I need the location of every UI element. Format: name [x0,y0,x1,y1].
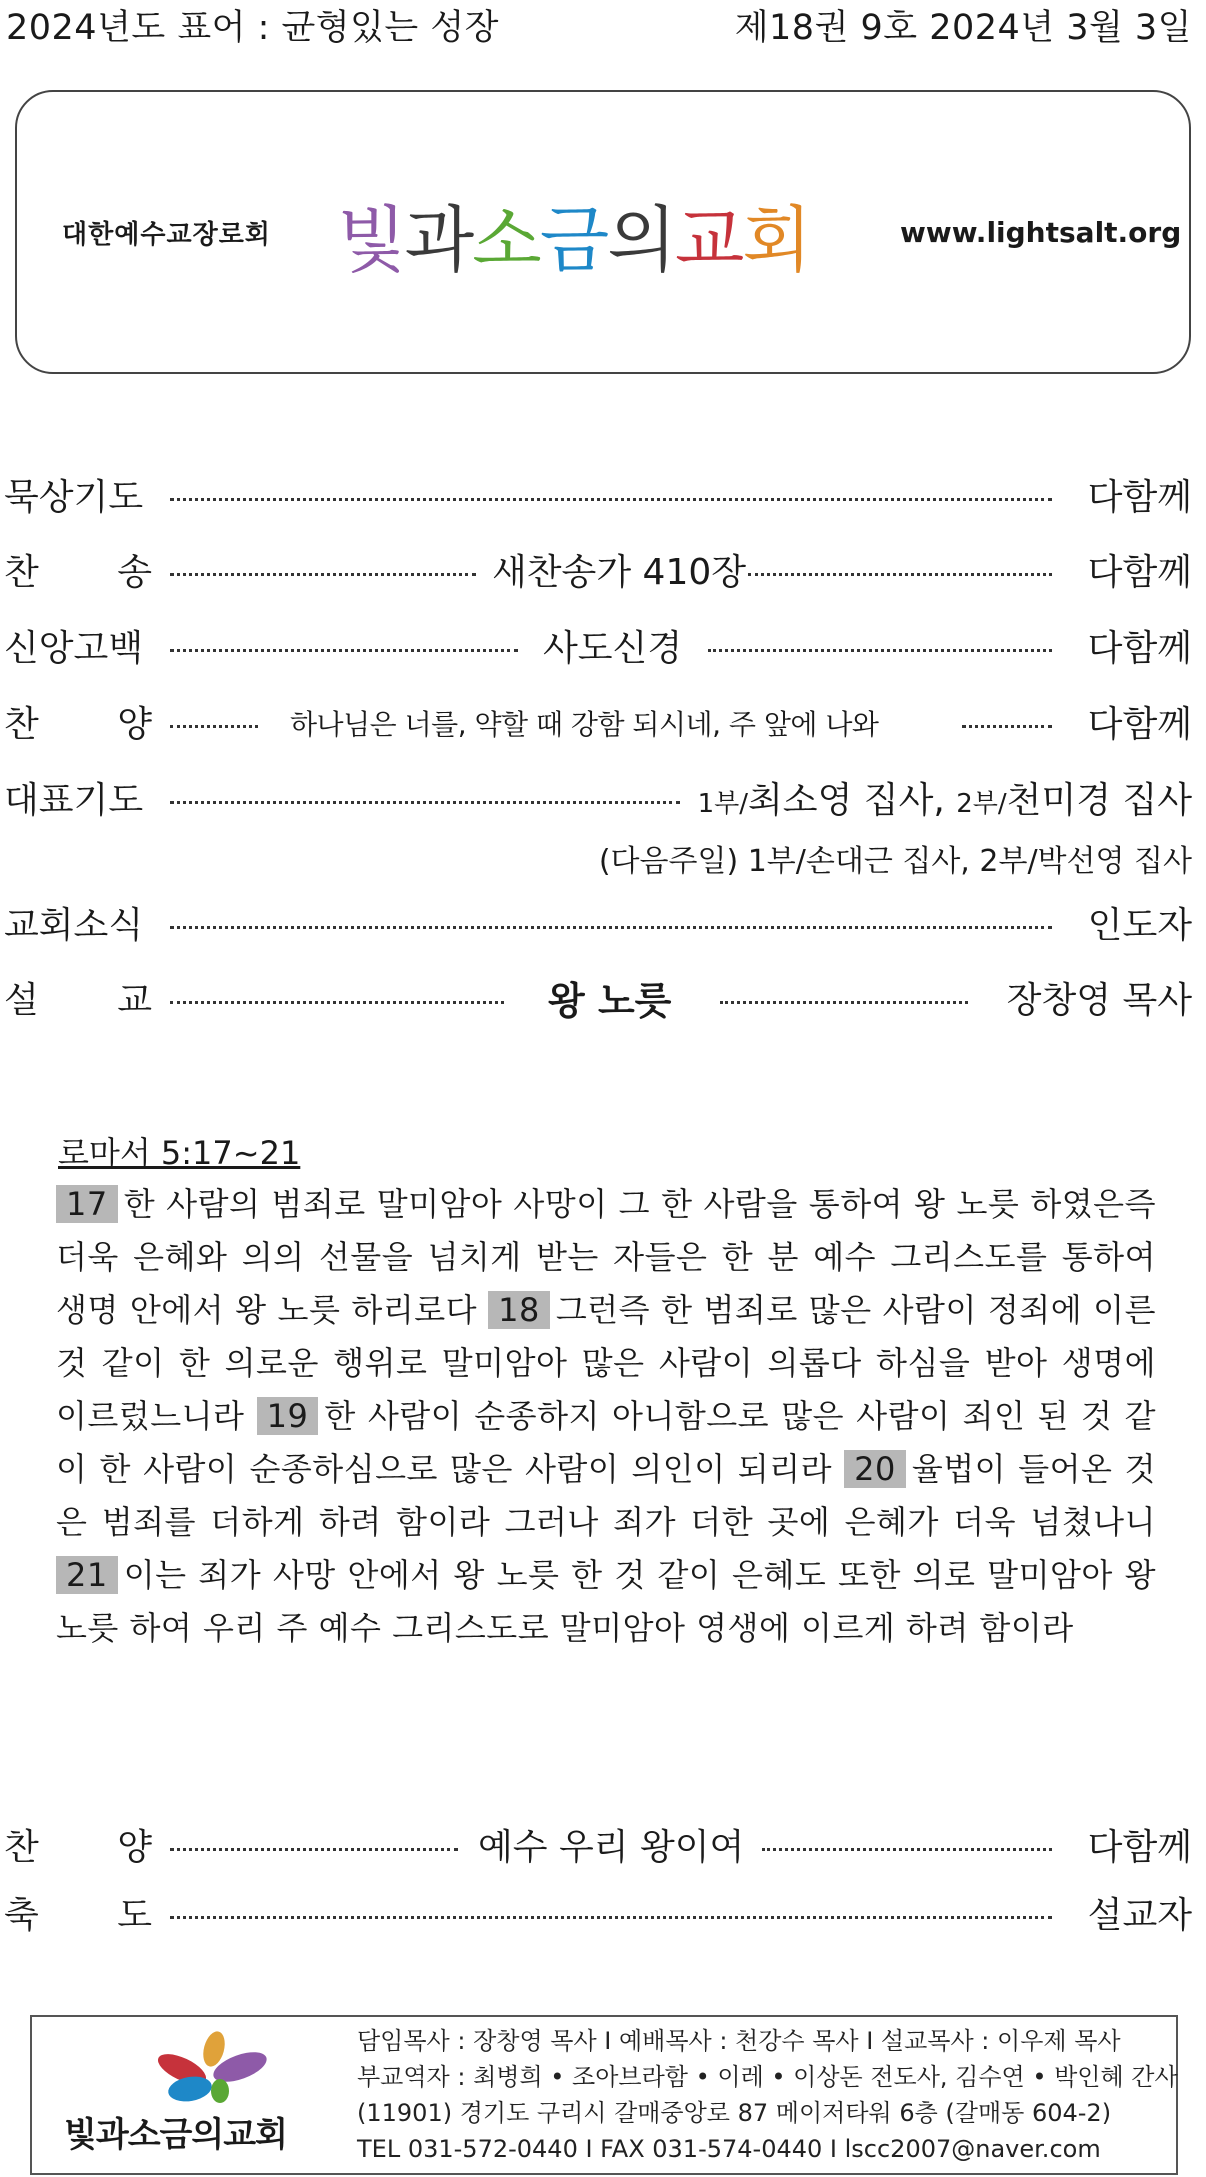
verse-text: 이는 죄가 사망 안에서 왕 노릇 한 것 같이 은혜도 또한 의로 말미암아 왕 노릇 하여 우리 주 예수 그리스도로 말미암아 영생에 이르게 하려 함이라 [56,1556,1156,1647]
order-row-silent-prayer [0,468,1206,528]
dot-leader [720,1001,968,1004]
order-label [4,1886,152,1946]
order-row-benediction [0,1886,1206,1946]
service-label: 2부/ [956,789,1007,819]
order-label [4,1818,152,1878]
dot-leader [962,725,1052,728]
dot-leader [170,649,518,652]
dot-leader [170,725,258,728]
order-leader: 인도자 [1087,905,1192,946]
staff-line: 부교역자 : 최병희 • 조아브라함 • 이레 • 이상돈 전도사, 김수연 • 박인혜 간사 [357,2063,1178,2091]
logo-char: 회 [742,198,810,282]
church-contact-info [357,2023,1178,2167]
hymn-number: 새찬송가 410장 [492,552,747,593]
address-line: (11901) 경기도 구리시 갈매중앙로 87 메이저타워 6층 (갈매동 604-2) [357,2099,1112,2127]
order-label: 교회소식 [4,905,144,946]
closing-song: 예수 우리 왕이여 [478,1827,745,1868]
contact-line: TEL 031-572-0440 I FAX 031-574-0440 I lscc2007@naver.com [357,2135,1101,2163]
prayer-leader-2: 천미경 집사 [1006,780,1192,821]
order-row-closing-praise [0,1818,1206,1878]
issue-date: 제18권 9호 2024년 3월 3일 [734,8,1192,48]
dot-leader [170,498,1052,501]
verse-text: 그런즉 한 범죄로 많은 사람이 정죄에 이른 것 같이 한 의로운 행위로 말미암아 많은 사람이 의롭다 하심을 받아 생명에 이르렀느니라 [56,1291,1156,1435]
creed-name: 사도신경 [543,628,683,669]
church-logo-text [337,182,810,286]
order-label [4,543,152,603]
next-week-prayer: (다음주일) 1부/손대근 집사, 2부/박선영 집사 [598,844,1192,879]
scripture-text [56,1178,1156,1655]
pastors-line: 담임목사 : 장창영 목사 I 예배목사 : 천강수 목사 I 설교목사 : 이우제 목사 [357,2027,1121,2055]
dot-leader [762,1848,1052,1851]
verse-text: 한 사람의 범죄로 말미암아 사망이 그 한 사람을 통하여 왕 노릇 하였은즉 더욱 은혜와 의의 선물을 넘치게 받는 자들은 한 분 예수 그리스도를 통하여 생명 안에서 왕 노릇 하리로다 [56,1185,1156,1329]
order-row-hymn [0,543,1206,603]
order-leader: 다함께 [1087,1827,1192,1868]
order-label-char: 양 [117,1827,152,1868]
order-row-announcements [0,896,1206,956]
bulletin-header [6,0,1192,50]
order-leader: 다함께 [1087,704,1192,745]
scripture-reference: 로마서 5:17~21 [58,1134,301,1172]
order-label: 대표기도 [4,780,144,821]
order-label-char: 교 [117,980,152,1021]
order-label: 묵상기도 [4,477,144,518]
order-label-char: 송 [117,552,152,593]
order-label [4,971,152,1031]
prayer-leaders [698,771,1192,834]
preacher: 장창영 목사 [1006,980,1192,1021]
church-banner [15,90,1191,374]
logo-char: 교 [674,198,743,282]
dot-leader [170,1916,1052,1919]
sermon-title: 왕 노릇 [548,979,672,1023]
verse-number: 18 [488,1291,550,1329]
order-label-char: 설 [4,980,39,1021]
annual-motto: 2024년도 표어 : 균형있는 성장 [6,8,499,48]
order-row-praise [0,695,1206,755]
logo-char: 의 [607,198,675,282]
dot-leader [170,926,1052,929]
order-leader: 다함께 [1087,628,1192,669]
dot-leader [748,573,1052,576]
verse-text: 한 사람이 순종하지 아니함으로 많은 사람이 죄인 된 것 같이 한 사람이 순종하심으로 많은 사람이 의인이 되리라 [56,1397,1157,1488]
order-label [4,695,152,755]
verse-number: 21 [56,1556,118,1594]
church-info-footer [30,2015,1178,2175]
order-leader: 다함께 [1087,477,1192,518]
order-label-char: 찬 [4,704,39,745]
logo-char: 소 [472,198,540,282]
order-label-char: 찬 [4,1827,39,1868]
service-label: 1부/ [697,789,749,819]
dot-leader [170,1848,458,1851]
praise-songs: 하나님은 너를, 약할 때 강함 되시네, 주 앞에 나와 [290,708,879,741]
verse-number: 19 [257,1397,319,1435]
order-row-representative-prayer [0,771,1206,831]
order-label-char: 도 [117,1895,152,1936]
order-row-creed [0,619,1206,679]
dot-leader [708,649,1052,652]
order-leader: 설교자 [1087,1895,1192,1936]
dot-leader [170,801,680,804]
verse-number: 17 [56,1185,118,1223]
verse-number: 20 [844,1450,906,1488]
order-label-char: 양 [117,704,152,745]
church-website: www.lightsalt.org [900,216,1182,249]
footer-church-name: 빛과소금의교회 [64,2115,287,2155]
denomination: 대한예수교장로회 [62,220,271,250]
order-label-char: 찬 [4,552,39,593]
logo-char: 금 [539,198,608,282]
logo-char: 과 [404,198,473,282]
dot-leader [170,1001,504,1004]
dot-leader [170,573,476,576]
verse-text: 율법이 들어온 것은 범죄를 더하게 하려 함이라 그러나 죄가 더한 곳에 은혜가 더욱 넘쳤나니 [56,1450,1156,1541]
prayer-leader-1: 최소영 집사, [748,780,957,821]
logo-char: 빛 [337,198,405,282]
order-row-sermon [0,971,1206,1031]
order-label-char: 축 [4,1895,39,1936]
order-label: 신앙고백 [4,628,144,669]
order-leader: 다함께 [1087,552,1192,593]
